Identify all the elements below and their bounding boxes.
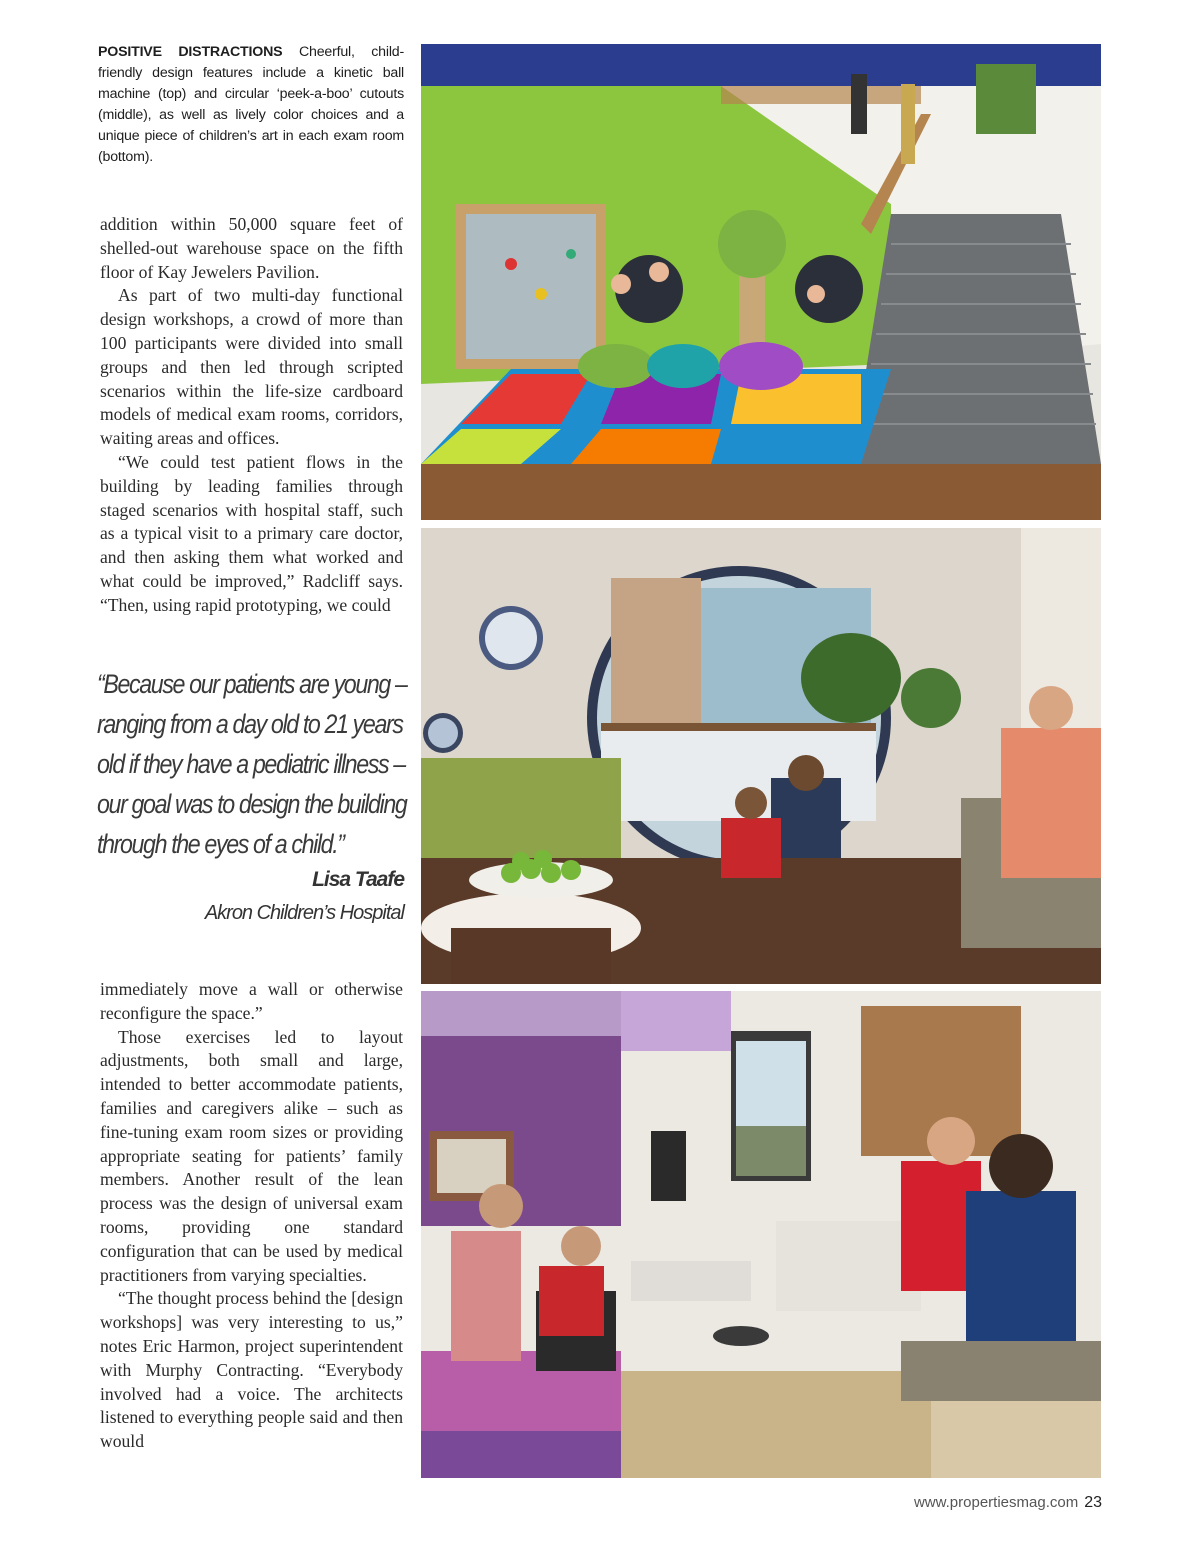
paragraph: “The thought process behind the [design workshops] was very interesting to us,” notes Eric Harmon, project superintendent with Murphy Contracting. “Everybody involved had a voice. The architects listened to everything people said and then would: [100, 1288, 403, 1452]
article-column-bottom: [100, 978, 403, 1454]
caption-text: Cheerful, child-friendly design features include a kinetic ball machine (top) and circular ‘peek-a-boo’ cutouts (middle), as well as lively color choices and a unique piece of children’s art in each exam room (bottom).: [98, 44, 404, 165]
paragraph: “We could test patient flows in the building by leading families through staged scenarios with hospital staff, such as a typical visit to a primary care doctor, and then asking them what worked and what could be improved,” Radcliff says. “Then, using rapid prototyping, we could: [100, 451, 403, 615]
article-column-top: [100, 213, 403, 618]
paragraph: Those exercises led to layout adjustments, both small and large, intended to better accommodate patients, families and caregivers alike – such as fine-tuning exam room sizes or providing appropriate seating for patients’ family members. Another result of the lean process was the design of universal exam rooms, providing one standard configuration that can be used by medical practitioners from varying specialties.: [100, 1026, 403, 1285]
page-number: 23: [1084, 1494, 1102, 1511]
photo-lobby-staircase: [421, 44, 1101, 520]
page-footer: [914, 1494, 1102, 1512]
photo-exam-room: [421, 991, 1101, 1478]
paragraph: addition within 50,000 square feet of shelled-out warehouse space on the fifth floor of Kay Jewelers Pavilion.: [100, 214, 403, 282]
quote-attribution-org: Akron Children’s Hospital: [204, 902, 404, 924]
pull-quote: “Because our patients are young – ranging from a day old to 21 years old if they have a pediatric illness – our goal was to design the building through the eyes of a child.”: [97, 669, 407, 859]
quote-attribution-name: Lisa Taafe: [312, 868, 404, 891]
footer-url: www.propertiesmag.com: [913, 1494, 1079, 1511]
photo-circular-window: [421, 528, 1101, 984]
paragraph: As part of two multi-day functional design workshops, a crowd of more than 100 participants were divided into small groups and then led through scripted scenarios within the life-size cardboard models of medical exam rooms, corridors, waiting areas and offices.: [100, 285, 403, 449]
photo-caption: [98, 42, 404, 168]
caption-lead: POSITIVE DISTRACTIONS: [98, 44, 283, 60]
paragraph: immediately move a wall or otherwise reconfigure the space.”: [100, 979, 403, 1023]
